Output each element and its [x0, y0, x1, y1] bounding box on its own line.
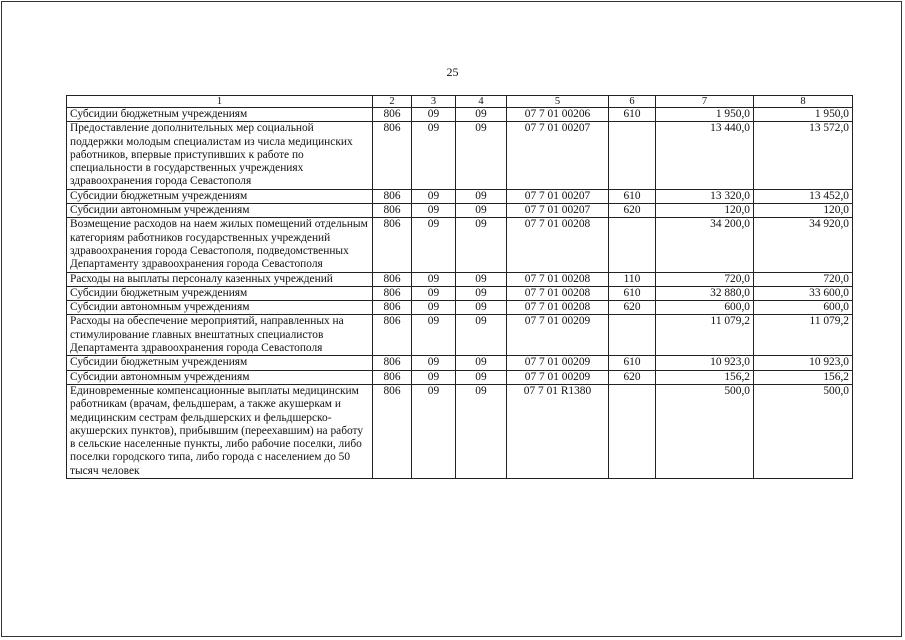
cell-code-3: 09 [412, 108, 456, 122]
table-row [67, 301, 853, 315]
cell-code-5: 07 7 01 00209 [507, 370, 609, 384]
cell-code-5: 07 7 01 00207 [507, 189, 609, 203]
cell-code-4: 09 [456, 315, 507, 356]
table-row [67, 108, 853, 122]
cell-code-6: 620 [609, 204, 656, 218]
cell-code-3: 09 [412, 272, 456, 286]
cell-code-5: 07 7 01 00207 [507, 204, 609, 218]
cell-code-3: 09 [412, 301, 456, 315]
cell-code-5: 07 7 01 00209 [507, 356, 609, 370]
cell-code-2: 806 [373, 286, 412, 300]
cell-amount-7: 10 923,0 [656, 356, 754, 370]
row-name: Субсидии бюджетным учреждениям [67, 189, 373, 203]
cell-code-5: 07 7 01 00208 [507, 286, 609, 300]
cell-code-6: 610 [609, 286, 656, 300]
cell-code-2: 806 [373, 218, 412, 272]
column-header: 6 [609, 96, 656, 108]
cell-amount-7: 120,0 [656, 204, 754, 218]
cell-amount-8: 11 079,2 [754, 315, 853, 356]
cell-code-4: 09 [456, 384, 507, 478]
cell-code-6: 620 [609, 301, 656, 315]
column-header: 8 [754, 96, 853, 108]
budget-table [66, 95, 853, 479]
cell-code-3: 09 [412, 218, 456, 272]
cell-code-4: 09 [456, 370, 507, 384]
cell-amount-8: 720,0 [754, 272, 853, 286]
row-name: Расходы на выплаты персоналу казенных учреждений [67, 272, 373, 286]
bottom-scan-lines [0, 636, 905, 640]
cell-code-2: 806 [373, 370, 412, 384]
table-row [67, 204, 853, 218]
cell-amount-8: 34 920,0 [754, 218, 853, 272]
column-header: 5 [507, 96, 609, 108]
column-header: 2 [373, 96, 412, 108]
cell-code-6: 610 [609, 356, 656, 370]
cell-code-5: 07 7 01 00209 [507, 315, 609, 356]
column-header: 3 [412, 96, 456, 108]
cell-code-6 [609, 315, 656, 356]
cell-code-4: 09 [456, 356, 507, 370]
cell-code-2: 806 [373, 204, 412, 218]
table-row [67, 189, 853, 203]
cell-amount-8: 600,0 [754, 301, 853, 315]
row-name: Единовременные компенсационные выплаты медицинским работникам (врачам, фельдшерам, а также акушеркам и медицинским сестрам фельдшерских и фельдшерско-акушерских пунктов), прибывшим (переехавшим) на работу в сельские населенные пункты, либо рабочие поселки, либо поселки городского типа, либо города с населением до 50 тысяч человек [67, 384, 373, 478]
table-row [67, 384, 853, 478]
column-header: 1 [67, 96, 373, 108]
cell-amount-8: 13 572,0 [754, 122, 853, 189]
cell-amount-7: 11 079,2 [656, 315, 754, 356]
cell-code-6: 620 [609, 370, 656, 384]
cell-code-5: 07 7 01 00208 [507, 272, 609, 286]
cell-code-3: 09 [412, 315, 456, 356]
cell-code-4: 09 [456, 301, 507, 315]
cell-code-6: 610 [609, 108, 656, 122]
cell-amount-7: 13 440,0 [656, 122, 754, 189]
cell-code-2: 806 [373, 301, 412, 315]
row-name: Расходы на обеспечение мероприятий, направленных на стимулирование главных внештатных специалистов Департамента здравоохранения города Севастополя [67, 315, 373, 356]
table-row [67, 315, 853, 356]
table-row [67, 218, 853, 272]
cell-code-4: 09 [456, 189, 507, 203]
table-row [67, 286, 853, 300]
cell-amount-8: 156,2 [754, 370, 853, 384]
row-name: Субсидии автономным учреждениям [67, 370, 373, 384]
cell-amount-7: 1 950,0 [656, 108, 754, 122]
cell-amount-8: 33 600,0 [754, 286, 853, 300]
cell-code-5: 07 7 01 R1380 [507, 384, 609, 478]
cell-amount-7: 32 880,0 [656, 286, 754, 300]
row-name: Субсидии автономным учреждениям [67, 301, 373, 315]
cell-code-5: 07 7 01 00207 [507, 122, 609, 189]
cell-code-3: 09 [412, 370, 456, 384]
page-number: 25 [446, 65, 459, 79]
cell-code-6: 610 [609, 189, 656, 203]
cell-amount-8: 13 452,0 [754, 189, 853, 203]
cell-code-2: 806 [373, 356, 412, 370]
cell-code-2: 806 [373, 108, 412, 122]
row-name: Субсидии бюджетным учреждениям [67, 108, 373, 122]
cell-code-6: 110 [609, 272, 656, 286]
cell-code-3: 09 [412, 122, 456, 189]
cell-code-2: 806 [373, 189, 412, 203]
cell-code-2: 806 [373, 384, 412, 478]
cell-code-3: 09 [412, 189, 456, 203]
cell-code-6 [609, 122, 656, 189]
cell-amount-8: 500,0 [754, 384, 853, 478]
cell-amount-8: 1 950,0 [754, 108, 853, 122]
cell-amount-7: 34 200,0 [656, 218, 754, 272]
cell-amount-7: 600,0 [656, 301, 754, 315]
table-row [67, 122, 853, 189]
table-body [67, 96, 853, 479]
cell-code-3: 09 [412, 384, 456, 478]
cell-code-6 [609, 218, 656, 272]
row-name: Субсидии бюджетным учреждениям [67, 286, 373, 300]
cell-code-5: 07 7 01 00208 [507, 301, 609, 315]
table-row [67, 272, 853, 286]
cell-code-3: 09 [412, 204, 456, 218]
cell-code-4: 09 [456, 218, 507, 272]
table-row [67, 356, 853, 370]
cell-amount-8: 10 923,0 [754, 356, 853, 370]
cell-code-2: 806 [373, 122, 412, 189]
cell-code-6 [609, 384, 656, 478]
cell-amount-7: 720,0 [656, 272, 754, 286]
column-header: 7 [656, 96, 754, 108]
cell-code-2: 806 [373, 272, 412, 286]
table-header-row [67, 96, 853, 108]
cell-code-4: 09 [456, 204, 507, 218]
cell-code-3: 09 [412, 356, 456, 370]
table-row [67, 370, 853, 384]
cell-code-4: 09 [456, 272, 507, 286]
row-name: Возмещение расходов на наем жилых помещений отдельным категориям работников государственных учреждений здравоохранения города Севастополя, подведомственных Департаменту здравоохранения города Севастополя [67, 218, 373, 272]
cell-code-4: 09 [456, 286, 507, 300]
cell-amount-7: 13 320,0 [656, 189, 754, 203]
cell-amount-8: 120,0 [754, 204, 853, 218]
row-name: Предоставление дополнительных мер социальной поддержки молодым специалистам из числа медицинских работников, впервые приступивших к работе по специальности в государственных учреждениях здравоохранения города Севастополя [67, 122, 373, 189]
cell-code-5: 07 7 01 00206 [507, 108, 609, 122]
cell-amount-7: 156,2 [656, 370, 754, 384]
row-name: Субсидии бюджетным учреждениям [67, 356, 373, 370]
cell-code-3: 09 [412, 286, 456, 300]
row-name: Субсидии автономным учреждениям [67, 204, 373, 218]
cell-code-4: 09 [456, 108, 507, 122]
cell-amount-7: 500,0 [656, 384, 754, 478]
column-header: 4 [456, 96, 507, 108]
cell-code-4: 09 [456, 122, 507, 189]
cell-code-2: 806 [373, 315, 412, 356]
cell-code-5: 07 7 01 00208 [507, 218, 609, 272]
